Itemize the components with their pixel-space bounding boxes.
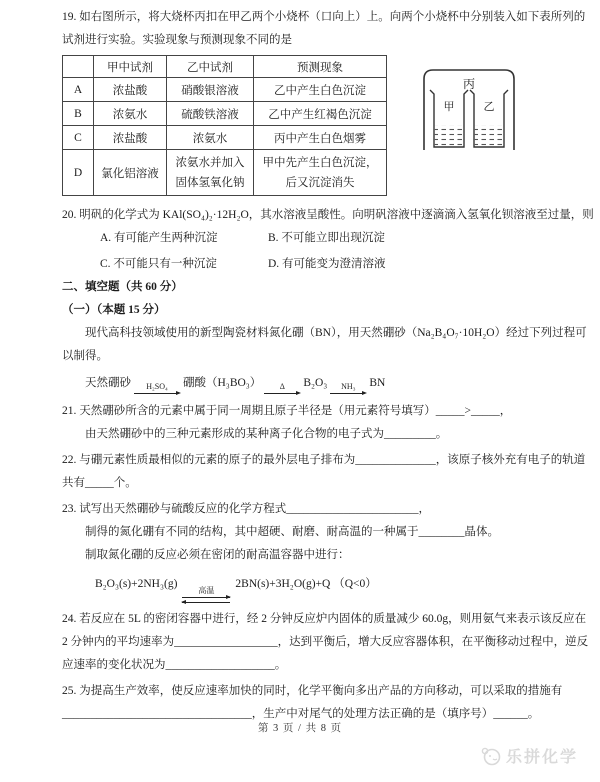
q20-options [62, 227, 580, 276]
cell-yi-line2: 固体氢氧化钠 [175, 176, 245, 189]
row-label: D [63, 150, 94, 196]
equilibrium-equation [62, 571, 580, 605]
row-label: B [63, 102, 94, 126]
equation-right: 2BN(s)+3H₂O(g)+Q （Q<0） [235, 578, 377, 590]
cell-yi [167, 150, 254, 196]
row-label: A [63, 78, 94, 102]
equilibrium-condition-label: 高温 [198, 586, 215, 595]
option-a: A. 有可能产生两种沉淀 [100, 232, 218, 244]
flow-start: 天然硼砂 [85, 377, 131, 389]
watermark-text: 乐拼化学 [505, 749, 578, 766]
table-row [63, 150, 387, 196]
q22-line2: 共有_____个。 [62, 477, 137, 489]
q24-line2: 2 分钟内的平均速率为__________________，达到平衡后，增大反应容器体积，在平衡移动过程中，逆反 [62, 636, 589, 648]
page-number-footer: 第 3 页 / 共 8 页 [257, 723, 343, 734]
watermark-logo-icon [481, 746, 501, 766]
equation-left: B₂O₃(s)+2NH₃(g) [95, 578, 178, 590]
cell-pred-line2: 后又沉淀消失 [285, 176, 355, 189]
watermark [481, 744, 578, 767]
arrow-line-icon [134, 391, 180, 397]
q23-line3: 制取氮化硼的反应必须在密闭的耐高温容器中进行： [85, 549, 350, 561]
cell-pred: 丙中产生白色烟雾 [254, 126, 387, 150]
q25-line2: _________________________________，生产中对尾气的处理方法正确的是（填序号）______。 [62, 708, 540, 720]
cell-yi-line1: 浓氨水并加入 [175, 156, 245, 169]
cell-pred-line1: 甲中先产生白色沉淀， [262, 156, 378, 169]
reaction-arrow [134, 382, 180, 397]
beaker-diagram [417, 63, 521, 156]
table-row [63, 102, 387, 126]
equilibrium-arrow [182, 586, 230, 605]
cell-yi: 硫酸铁溶液 [167, 102, 254, 126]
q20-stem: 20. 明矾的化学式为 KAl(SO₄)₂·12H₂O，其水溶液呈酸性。向明矾溶液中逐滴滴入氢氧化钡溶液至过量，则 [62, 209, 594, 221]
right-beaker-label: 乙 [483, 101, 495, 113]
col-header-yi: 乙中试剂 [167, 56, 254, 78]
arrow-line-icon [264, 391, 300, 397]
option-c: C. 不可能只有一种沉淀 [100, 258, 217, 270]
cell-jia: 浓氨水 [94, 102, 167, 126]
left-beaker-liquid [435, 125, 463, 146]
arrow-line-icon [330, 391, 366, 397]
q23-line2: 制得的氮化硼有不同的结构，其中超硬、耐磨、耐高温的一种属于________晶体。 [85, 526, 499, 538]
option-b: B. 不可能立即出现沉淀 [268, 232, 385, 244]
q25-line1: 25. 为提高生产效率，使反应速率加快的同时，化学平衡向多出产品的方向移动，可以采取的措施有 [62, 685, 563, 697]
arrow-condition-label: NH₃ [341, 382, 356, 391]
row-label: C [63, 126, 94, 150]
page-content [62, 6, 594, 726]
reaction-arrow [264, 382, 300, 397]
q23-line1: 23. 试写出天然硼砂与硫酸反应的化学方程式_______________________， [62, 503, 430, 515]
section2-part1-heading: （一）（本题 15 分） [62, 304, 166, 316]
section2-intro-line1: 现代高科技领域使用的新型陶瓷材料氮化硼（BN），用天然硼砂（Na₂B₄O₇·10H₂O）经过下列过程可 [85, 327, 587, 339]
left-beaker-label: 甲 [443, 101, 455, 113]
q19-table-and-diagram [62, 55, 580, 196]
q19-stem-line1: 19. 如右图所示，将大烧杯丙扣在甲乙两个小烧杯（口向上）上。向两个小烧杯中分别装入如下表所列的 [62, 11, 586, 23]
table-row [63, 78, 387, 102]
cell-jia: 浓盐酸 [94, 126, 167, 150]
q19-stem-line2: 试剂进行实验。实验现象与预测现象不同的是 [62, 34, 292, 46]
section2-heading: 二、填空题（共 60 分） [62, 281, 183, 293]
cell-pred [254, 150, 387, 196]
q21-line1: 21. 天然硼砂所含的元素中属于同一周期且原子半径是（用元素符号填写）_____>_____， [62, 405, 512, 417]
right-beaker-liquid [475, 125, 503, 146]
cell-pred: 乙中产生红褐色沉淀 [254, 102, 387, 126]
q19-table [62, 55, 387, 196]
col-header-jia: 甲中试剂 [94, 56, 167, 78]
table-row [63, 126, 387, 150]
table-header-row [63, 56, 387, 78]
reaction-flow [62, 370, 580, 397]
table-corner-cell [63, 56, 94, 78]
cell-jia: 浓盐酸 [94, 78, 167, 102]
section2-intro-line2: 以制得。 [62, 350, 108, 362]
big-beaker-label: 丙 [462, 77, 476, 91]
flow-mid2: B₂O₃ [303, 377, 328, 389]
cell-pred: 乙中产生白色沉淀 [254, 78, 387, 102]
arrow-condition-label: Δ [279, 382, 285, 391]
arrow-condition-label: H₂SO₄ [146, 382, 168, 391]
q21-line2: 由天然硼砂中的三种元素形成的某种离子化合物的电子式为_________。 [85, 428, 448, 440]
option-d: D. 有可能变为澄清溶液 [268, 258, 386, 270]
col-header-pred: 预测现象 [254, 56, 387, 78]
q24-line3: 应速率的变化状况为___________________。 [62, 659, 287, 671]
cell-yi: 硝酸银溶液 [167, 78, 254, 102]
q22-line1: 22. 与硼元素性质最相似的元素的原子的最外层电子排布为______________，该原子核外充有电子的轨道 [62, 454, 586, 466]
flow-mid1: 硼酸（H₃BO₃） [183, 377, 262, 389]
q24-line1: 24. 若反应在 5L 的密闭容器中进行，经 2 分钟反应炉内固体的质量减少 60.0g，则用氨气来表示该反应在 [62, 613, 587, 625]
reaction-arrow [330, 382, 366, 397]
beaker-diagram-svg [417, 63, 521, 153]
equilibrium-arrows-icon [182, 595, 230, 605]
cell-yi: 浓氨水 [167, 126, 254, 150]
flow-end: BN [369, 377, 386, 389]
cell-jia: 氯化铝溶液 [94, 150, 167, 196]
